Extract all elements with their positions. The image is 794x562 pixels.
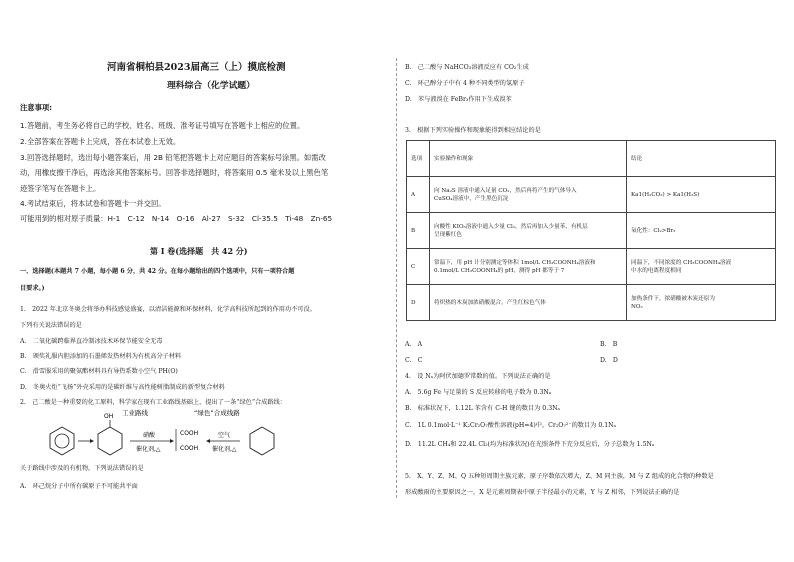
q1-option-c: C. 滑雪服采用的聚氨酯材料具有导热系数小空气 PH(O) (20, 368, 178, 375)
q4-option-d: D. 11.2L CH₄和 22.4L Cl₂(均为标准状况)在光照条件下充分反应后，分子总数为 1.5Nₐ (405, 441, 655, 448)
table-row (407, 213, 776, 249)
q2-question: 关于路线中涉及的有机物，下列说法错误的是 (20, 465, 144, 472)
adipic-acid-structure (176, 429, 198, 452)
q2-option-a: A. 环己烷分子中所有碳原子不可能共平面 (20, 483, 138, 490)
row-option: C (407, 249, 430, 285)
section1-title: 第 I 卷(选择题 共 42 分) (150, 246, 248, 256)
notes-heading: 注意事项: (20, 103, 53, 112)
conclusion-line: 中水的电离程度相同 (631, 267, 682, 274)
cooh-bottom: COOH (180, 445, 199, 452)
notes-item: 迹签字笔写在答题卡上。 (20, 184, 101, 193)
notes-item: 4.考试结束后，将本试卷和答题卡一并交回。 (20, 199, 166, 208)
q4-option-c: C. 1L 0.1mol·L⁻¹ K₂Cr₂O₇酸性溶液(pH=4)中，Cr₂O₇²⁻的数目为 0.1Nₐ (405, 422, 616, 429)
header-conclusion: 结论 (627, 141, 776, 177)
section1-intro-cont: 目要求。) (20, 285, 45, 292)
operation-line: 常温下，用 pH 计分别测定等体积 1mol/L CH₃COONH₄溶液和 (434, 259, 596, 266)
cyclohexane-structure (250, 427, 274, 455)
table-row (407, 285, 776, 321)
q3-answer-a: A. A (405, 341, 423, 348)
operation-line: 0.1mol/L CH₃COONH₄的 pH，测得 pH 都等于 7 (434, 267, 565, 274)
cyclohexanol-structure (98, 413, 122, 455)
q3-answer-d: D. D (600, 357, 618, 364)
q1-option-a: A. 二氧化碳跨临界直冷制冰技术环保节能安全无毒 (20, 338, 163, 345)
row-option: B (407, 213, 430, 249)
table-header-row (407, 141, 776, 177)
q1-option-d: D. 冬奥火炬“飞扬”外壳采用的是碳纤维与高性能树脂制成的新型复合材料 (20, 384, 225, 391)
q3-answer-b: B. B (600, 341, 618, 348)
q1-stem: 1. 2022 年北京冬奥会将举办科技感觉盛宴，以清洁能源和环保材料，化学高科技所起到的作用功不可没。 (20, 306, 316, 313)
header-option: 选项 (407, 141, 430, 177)
row-operation (430, 249, 627, 285)
catalyst-label-2: 催化剂,△ (212, 446, 237, 453)
reagent-air: 空气 (218, 432, 231, 439)
operation-line: 将炽热的木炭加浓硝酸混合，产生红棕色气体 (434, 299, 546, 306)
table-row (407, 249, 776, 285)
q4-option-a: A. 5.6g Fe 与足量的 S 反应转移的电子数为 0.3Nₐ (405, 389, 552, 396)
table-row (407, 177, 776, 213)
page-title: 河南省桐柏县2023届高三（上）摸底检测 (107, 62, 286, 73)
row-conclusion (627, 285, 776, 321)
page-subtitle: 理科综合（化学试题） (167, 81, 255, 91)
q3-experiment-table (406, 140, 776, 321)
q4-option-b: B. 标准状况下，1.12L 苯含有 C-H 键的数目为 0.3Nₐ (405, 405, 560, 412)
row-operation (430, 213, 627, 249)
row-conclusion (627, 249, 776, 285)
q3-stem: 3. 根据下列实验操作和现象能得到相应结论的是 (405, 127, 541, 134)
cooh-top: COOH (180, 430, 199, 437)
route-industrial-label: 工业路线 (122, 409, 148, 417)
catalyst-label-1: 催化剂,△ (136, 446, 161, 453)
row-option: A (407, 177, 430, 213)
synthesis-route-diagram (40, 407, 300, 463)
q2-option-b: B. 己二酸与 NaHCO₃溶液反应有 CO₂生成 (405, 64, 529, 71)
operation-line: CuSO₄溶液中，产生黑色沉淀 (434, 195, 509, 202)
header-operation: 实验操作和现象 (430, 141, 627, 177)
row-option: D (407, 285, 430, 321)
oh-label: OH (104, 413, 114, 420)
reagent-nitric-acid: 硝酸 (143, 432, 156, 439)
benzene-structure (50, 427, 74, 455)
conclusion-line: 加热条件下，浓硝酸被木炭还原为 (631, 295, 715, 302)
atomic-masses: 可能用到的相对原子质量：H-1 C-12 N-14 O-16 Al-27 S-32 Cl-35.5 Ti-48 Zn-65 (20, 214, 333, 223)
q2-stem: 2. 己二酸是一种重要的化工原料，科学家在现有工业路线基础上，提出了一条“绿色”合成路线： (20, 399, 286, 406)
section1-intro: 一、选择题(本题共 7 小题，每小题 6 分，共 42 分。在每小题给出的四个选项中，只有一项符合题 (20, 268, 295, 275)
q1-stem-cont: 下列有关说法错误的是 (20, 322, 82, 329)
notes-item: 3.回答选择题时，选出每小题答案后，用 2B 铅笔把答题卡上对应题目的答案标号涂黑。如需改 (20, 153, 326, 162)
operation-line: 向 Na₂S 溶液中通入足量 CO₂，然后再将产生的气体导入 (434, 187, 577, 194)
notes-item: 2.全部答案在答题卡上完成，答在本试卷上无效。 (20, 137, 181, 146)
conclusion-line: 氧化性：Cl₂>Br₂ (631, 227, 676, 234)
notes-item: 1.答题前，考生务必将自己的学校、姓名、班级、准考证号填写在答题卡上相应的位置。 (20, 121, 305, 130)
row-conclusion (627, 177, 776, 213)
q1-option-b: B. 颁奖礼服内胆添加的石墨烯发热材料为有机高分子材料 (20, 353, 182, 360)
q2-option-c: C. 环己醇分子中有 4 种不同类型的氢原子 (405, 80, 525, 87)
q4-stem: 4. 设 Nₐ为阿伏加德罗常数的值。下列说法正确的是 (405, 373, 551, 380)
operation-line: 向酸性 KIO₃溶液中通入少量 Cl₂，然后再加入少量苯，有机层 (434, 223, 588, 230)
row-operation (430, 177, 627, 213)
notes-item: 动，用橡皮擦干净后，再选涂其他答案标号。回答非选择题时，将答案用 0.5 毫米及以上黑色笔 (20, 168, 329, 177)
route-green-label: “绿色”合成线路 (194, 409, 240, 417)
row-conclusion (627, 213, 776, 249)
conclusion-line: 同温下，不同浓度的 CH₃COONH₄溶液 (631, 259, 732, 266)
operation-line: 呈现紫红色 (434, 231, 462, 238)
q5-stem-cont: 形成酸雨的主要原因之一，X 是元素周期表中原子半径最小的元素，Y 与 Z 相邻，下列说法正确的是 (405, 489, 680, 496)
conclusion-line: Ka1(H₂CO₃) > Ka1(H₂S) (631, 191, 700, 198)
row-operation (430, 285, 627, 321)
q5-stem: 5. X、Y、Z、M、Q 五种短周期主族元素，原子序数依次增大，Z、M 同主族，M 与 Z 组成的化合物的种数是 (405, 473, 714, 480)
q2-option-d: D. 苯与液溴在 FeBr₃作用下生成溴苯 (405, 96, 512, 103)
conclusion-line: NO₂ (631, 303, 643, 310)
q3-answer-c: C. C (405, 357, 423, 364)
